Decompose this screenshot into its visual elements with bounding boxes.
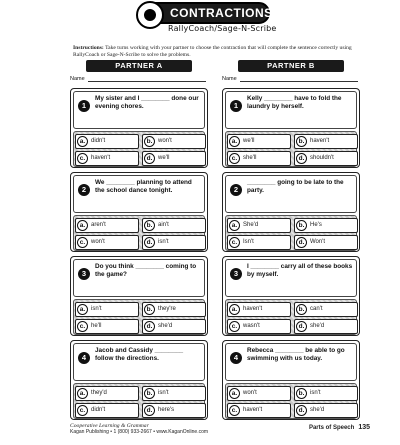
option-text: ain't bbox=[158, 222, 169, 228]
question-card-a3 bbox=[70, 256, 208, 336]
options-grid bbox=[225, 131, 357, 167]
option-letter: d. bbox=[296, 321, 307, 332]
question-text: My sister and I ________ done our evening chores. bbox=[95, 95, 199, 110]
option-text: can't bbox=[310, 306, 323, 312]
option-a[interactable] bbox=[75, 218, 139, 233]
option-text: she'd bbox=[158, 323, 173, 329]
options-grid bbox=[73, 215, 205, 251]
option-letter: a. bbox=[229, 304, 240, 315]
question-number: 3 bbox=[78, 268, 90, 280]
option-text: we'll bbox=[158, 155, 170, 161]
option-text: He's bbox=[310, 222, 322, 228]
option-c[interactable] bbox=[75, 403, 139, 418]
page-number: 135 bbox=[358, 424, 370, 431]
option-b[interactable] bbox=[294, 218, 358, 233]
question-text: Kelly ________ have to fold the laundry by herself. bbox=[247, 95, 342, 110]
worksheet-title: CONTRACTIONS bbox=[170, 6, 273, 20]
option-d[interactable] bbox=[294, 403, 358, 418]
option-letter: d. bbox=[144, 237, 155, 248]
option-letter: d. bbox=[296, 405, 307, 416]
option-text: isn't bbox=[158, 239, 169, 245]
option-text: haven't bbox=[243, 306, 263, 312]
option-c[interactable] bbox=[75, 319, 139, 334]
option-text: here's bbox=[158, 407, 175, 413]
option-letter: c. bbox=[77, 405, 88, 416]
option-c[interactable] bbox=[227, 403, 291, 418]
option-text: we'll bbox=[243, 138, 255, 144]
option-letter: a. bbox=[229, 388, 240, 399]
question-text: I ________ carry all of these books by myself. bbox=[247, 263, 353, 278]
option-d[interactable] bbox=[142, 403, 206, 418]
book-title: Cooperative Learning & Grammar bbox=[70, 423, 149, 429]
option-letter: b. bbox=[144, 136, 155, 147]
options-grid bbox=[225, 299, 357, 335]
options-grid bbox=[73, 383, 205, 419]
name-line bbox=[240, 81, 358, 82]
question-text: Jacob and Cassidy ________ follow the directions. bbox=[95, 347, 184, 362]
question-box bbox=[73, 175, 205, 213]
option-text: aren't bbox=[91, 222, 106, 228]
question-card-b2 bbox=[222, 172, 360, 252]
question-number: 4 bbox=[230, 352, 242, 364]
question-box bbox=[73, 91, 205, 129]
option-c[interactable] bbox=[227, 235, 291, 250]
question-card-a2 bbox=[70, 172, 208, 252]
question-box bbox=[73, 259, 205, 297]
option-text: she'd bbox=[310, 323, 325, 329]
option-letter: d. bbox=[296, 153, 307, 164]
option-text: Isn't bbox=[243, 239, 254, 245]
option-text: they're bbox=[158, 306, 176, 312]
option-letter: a. bbox=[77, 304, 88, 315]
option-a[interactable] bbox=[227, 386, 291, 401]
options-grid bbox=[225, 215, 357, 251]
option-d[interactable] bbox=[294, 151, 358, 166]
option-letter: c. bbox=[229, 237, 240, 248]
name-label: Name bbox=[222, 76, 237, 82]
option-letter: d. bbox=[296, 237, 307, 248]
question-card-b4 bbox=[222, 340, 360, 420]
option-text: isn't bbox=[91, 306, 102, 312]
option-letter: c. bbox=[77, 321, 88, 332]
instructions-label: Instructions: bbox=[73, 45, 104, 51]
question-text: Do you think ________ coming to the game? bbox=[95, 263, 197, 278]
question-card-b1 bbox=[222, 88, 360, 168]
partner-b-banner: PARTNER B bbox=[238, 60, 344, 72]
option-text: she'll bbox=[243, 155, 257, 161]
speech-bubble-icon bbox=[136, 1, 164, 29]
option-c[interactable] bbox=[75, 151, 139, 166]
instructions-text: Take turns working with your partner to choose the contraction that will complete the sentence correctly using RallyCoach or Sage-N-Scribe to solve the problems. bbox=[73, 45, 352, 58]
option-d[interactable] bbox=[294, 319, 358, 334]
option-b[interactable] bbox=[294, 134, 358, 149]
option-b[interactable] bbox=[142, 386, 206, 401]
option-letter: b. bbox=[296, 136, 307, 147]
option-letter: b. bbox=[296, 220, 307, 231]
option-c[interactable] bbox=[227, 151, 291, 166]
option-b[interactable] bbox=[294, 386, 358, 401]
option-letter: d. bbox=[144, 405, 155, 416]
option-d[interactable] bbox=[142, 319, 206, 334]
question-box bbox=[73, 343, 205, 381]
option-d[interactable] bbox=[294, 235, 358, 250]
option-a[interactable] bbox=[227, 134, 291, 149]
question-number: 3 bbox=[230, 268, 242, 280]
option-letter: d. bbox=[144, 153, 155, 164]
option-text: haven't bbox=[91, 155, 111, 161]
question-box bbox=[225, 175, 357, 213]
name-field-b[interactable] bbox=[222, 75, 360, 83]
option-text: haven't bbox=[310, 138, 330, 144]
question-number: 1 bbox=[230, 100, 242, 112]
name-line bbox=[88, 81, 206, 82]
option-letter: b. bbox=[144, 388, 155, 399]
question-text: ________ going to be late to the party. bbox=[247, 179, 344, 194]
question-card-a4 bbox=[70, 340, 208, 420]
option-c[interactable] bbox=[227, 319, 291, 334]
section-name: Parts of Speech bbox=[308, 425, 355, 431]
option-letter: c. bbox=[77, 153, 88, 164]
option-a[interactable] bbox=[75, 386, 139, 401]
option-d[interactable] bbox=[142, 151, 206, 166]
question-number: 1 bbox=[78, 100, 90, 112]
options-grid bbox=[225, 383, 357, 419]
option-text: she'd bbox=[310, 407, 325, 413]
option-letter: a. bbox=[77, 220, 88, 231]
question-card-a1 bbox=[70, 88, 208, 168]
option-a[interactable] bbox=[75, 302, 139, 317]
options-grid bbox=[73, 131, 205, 167]
question-box bbox=[225, 91, 357, 129]
option-letter: c. bbox=[229, 321, 240, 332]
option-b[interactable] bbox=[142, 134, 206, 149]
option-text: won't bbox=[243, 390, 257, 396]
question-number: 2 bbox=[78, 184, 90, 196]
publisher-info: Kagan Publishing • 1 (800) 933-2667 • www.KaganOnline.com bbox=[70, 429, 209, 435]
option-a[interactable] bbox=[227, 218, 291, 233]
option-text: isn't bbox=[158, 390, 169, 396]
option-text: haven't bbox=[243, 407, 263, 413]
worksheet-subtitle: RallyCoach/Sage-N-Scribe bbox=[168, 24, 277, 33]
option-text: won't bbox=[158, 138, 172, 144]
option-letter: d. bbox=[144, 321, 155, 332]
option-text: didn't bbox=[91, 407, 106, 413]
option-letter: c. bbox=[229, 153, 240, 164]
question-number: 4 bbox=[78, 352, 90, 364]
option-letter: c. bbox=[229, 405, 240, 416]
option-b[interactable] bbox=[142, 302, 206, 317]
option-c[interactable] bbox=[75, 235, 139, 250]
option-letter: b. bbox=[144, 220, 155, 231]
option-letter: a. bbox=[77, 136, 88, 147]
name-field-a[interactable] bbox=[70, 75, 208, 83]
option-text: Won't bbox=[310, 239, 326, 245]
option-text: shouldn't bbox=[310, 155, 334, 161]
footer-credits bbox=[70, 423, 208, 435]
option-a[interactable] bbox=[227, 302, 291, 317]
option-text: didn't bbox=[91, 138, 106, 144]
option-letter: b. bbox=[296, 304, 307, 315]
footer-page-info bbox=[309, 424, 370, 431]
instructions bbox=[73, 45, 373, 59]
question-box bbox=[225, 343, 357, 381]
option-a[interactable] bbox=[75, 134, 139, 149]
options-grid bbox=[73, 299, 205, 335]
question-number: 2 bbox=[230, 184, 242, 196]
option-text: isn't bbox=[310, 390, 321, 396]
option-letter: b. bbox=[296, 388, 307, 399]
option-letter: a. bbox=[229, 220, 240, 231]
partner-a-banner: PARTNER A bbox=[86, 60, 192, 72]
option-text: She'd bbox=[243, 222, 259, 228]
question-text: Rebecca ________ be able to go swimming with us today. bbox=[247, 347, 345, 362]
question-text: We ________ planning to attend the school dance tonight. bbox=[95, 179, 192, 194]
contractions-logo bbox=[140, 2, 273, 24]
option-text: won't bbox=[91, 239, 105, 245]
option-text: wasn't bbox=[243, 323, 260, 329]
option-b[interactable] bbox=[294, 302, 358, 317]
question-card-b3 bbox=[222, 256, 360, 336]
option-text: they'd bbox=[91, 390, 107, 396]
option-letter: a. bbox=[77, 388, 88, 399]
option-b[interactable] bbox=[142, 218, 206, 233]
option-letter: a. bbox=[229, 136, 240, 147]
option-d[interactable] bbox=[142, 235, 206, 250]
option-letter: c. bbox=[77, 237, 88, 248]
page-header bbox=[0, 0, 400, 44]
question-box bbox=[225, 259, 357, 297]
option-text: he'll bbox=[91, 323, 102, 329]
name-label: Name bbox=[70, 76, 85, 82]
option-letter: b. bbox=[144, 304, 155, 315]
